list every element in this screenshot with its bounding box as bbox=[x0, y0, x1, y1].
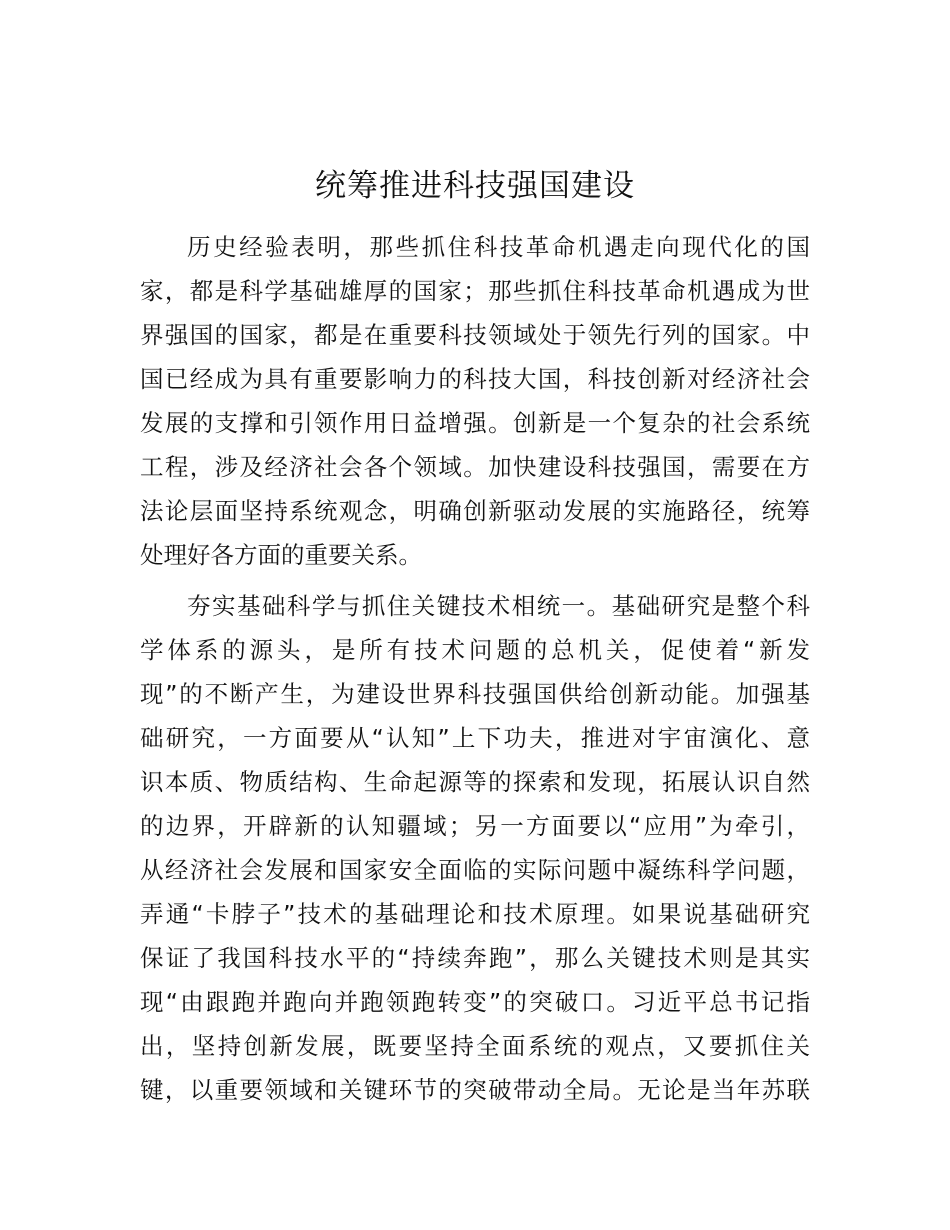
paragraph-line: 现“由跟跑并跑向并跑领跑转变”的突破口。习近平总书记指 bbox=[140, 988, 810, 1016]
paragraph-line: 从经济社会发展和国家安全面临的实际问题中凝练科学问题， bbox=[140, 856, 810, 884]
paragraph-1 bbox=[140, 225, 810, 577]
paragraph-line: 出，坚持创新发展，既要坚持全面系统的观点，又要抓住关 bbox=[140, 1032, 810, 1060]
paragraph-line: 键，以重要领域和关键环节的突破带动全局。无论是当年苏联 bbox=[140, 1076, 810, 1104]
paragraph-line: 保证了我国科技水平的“持续奔跑”，那么关键技术则是其实 bbox=[140, 944, 810, 972]
paragraph-line: 家，都是科学基础雄厚的国家；那些抓住科技革命机遇成为世 bbox=[140, 277, 810, 305]
paragraph-line: 现”的不断产生，为建设世界科技强国供给创新动能。加强基 bbox=[140, 680, 810, 708]
paragraph-2 bbox=[140, 584, 810, 1112]
paragraph-line: 国已经成为具有重要影响力的科技大国，科技创新对经济社会 bbox=[140, 365, 810, 393]
paragraph-line: 弄通“卡脖子”技术的基础理论和技术原理。如果说基础研究 bbox=[140, 900, 810, 928]
paragraph-line: 工程，涉及经济社会各个领域。加快建设科技强国，需要在方 bbox=[140, 453, 810, 481]
paragraph-line: 夯实基础科学与抓住关键技术相统一。基础研究是整个科 bbox=[187, 592, 810, 620]
paragraph-line: 法论层面坚持系统观念，明确创新驱动发展的实施路径，统筹 bbox=[140, 497, 810, 525]
paragraph-line: 处理好各方面的重要关系。 bbox=[140, 541, 422, 569]
paragraph-line: 础研究，一方面要从“认知”上下功夫，推进对宇宙演化、意 bbox=[140, 724, 810, 752]
paragraph-line: 发展的支撑和引领作用日益增强。创新是一个复杂的社会系统 bbox=[140, 409, 810, 437]
paragraph-line: 历史经验表明，那些抓住科技革命机遇走向现代化的国 bbox=[187, 233, 810, 261]
paragraph-line: 界强国的国家，都是在重要科技领域处于领先行列的国家。中 bbox=[140, 321, 810, 349]
document-title: 统筹推进科技强国建设 bbox=[315, 168, 635, 204]
paragraph-line: 学体系的源头，是所有技术问题的总机关，促使着“新发 bbox=[140, 636, 810, 664]
paragraph-line: 识本质、物质结构、生命起源等的探索和发现，拓展认识自然 bbox=[140, 768, 810, 796]
paragraph-line: 的边界，开辟新的认知疆域；另一方面要以“应用”为牵引， bbox=[140, 812, 810, 840]
